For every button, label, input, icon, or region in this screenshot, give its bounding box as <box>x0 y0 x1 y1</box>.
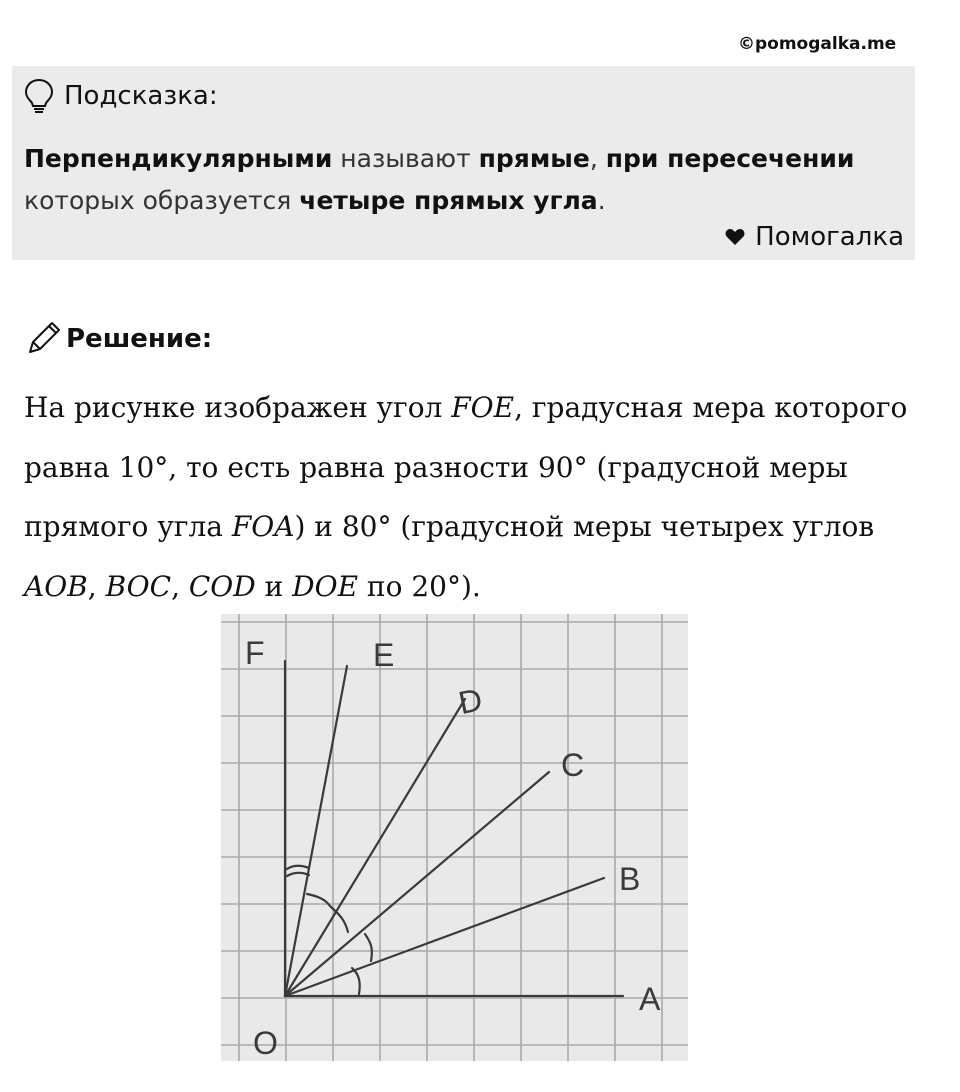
solution-text-part: по 20°). <box>358 569 481 603</box>
hint-term: четыре прямых угла <box>299 186 598 215</box>
hint-term: при пересечении <box>605 144 855 173</box>
hint-text <box>24 138 904 222</box>
angle-name: COD <box>188 569 256 603</box>
solution-title <box>24 320 212 358</box>
angle-name: DOE <box>292 569 359 603</box>
label-D: D <box>455 681 486 722</box>
lightbulb-icon <box>24 78 54 114</box>
label-F: F <box>245 635 265 671</box>
angle-name: AOB <box>24 569 88 603</box>
signature-text: Помогалка <box>755 222 904 252</box>
label-C: C <box>561 747 585 783</box>
solution-text-part: , градусная мера которого равна 10°, то есть равна разности 90° (градусной меры прямого угла <box>24 391 908 543</box>
watermark: ©pomogalka.me <box>738 34 897 54</box>
hint-term: Перпендикулярными <box>24 144 333 173</box>
label-O: O <box>253 1025 278 1061</box>
label-A: A <box>639 981 661 1017</box>
heart-icon <box>725 228 745 246</box>
hint-text-part: называют <box>332 144 479 173</box>
hint-signature <box>725 222 904 252</box>
solution-text-part: , <box>171 569 189 603</box>
label-E: E <box>373 637 395 673</box>
hint-text-part: . <box>597 186 606 215</box>
solution-text-part: и <box>255 569 293 603</box>
solution-text-part: ) и 80° (градусной меры четырех углов <box>294 510 875 543</box>
solution-title-text: Решение: <box>66 324 213 354</box>
angle-name: FOE <box>451 391 515 424</box>
angle-drawing <box>221 614 688 1061</box>
hint-term: прямые <box>478 144 590 173</box>
solution-text-part: , <box>87 569 106 603</box>
hint-text-part: которых образуется <box>24 186 300 215</box>
hint-title <box>24 78 218 114</box>
solution-text <box>24 378 924 616</box>
hint-text-part: , <box>589 144 606 173</box>
hint-title-text: Подсказка: <box>64 81 218 111</box>
angle-name: FOA <box>231 510 295 543</box>
pencil-icon <box>24 320 62 358</box>
angle-name: BOC <box>105 569 172 603</box>
label-B: B <box>619 861 641 897</box>
solution-text-part: На рисунке изображен угол <box>24 391 452 424</box>
